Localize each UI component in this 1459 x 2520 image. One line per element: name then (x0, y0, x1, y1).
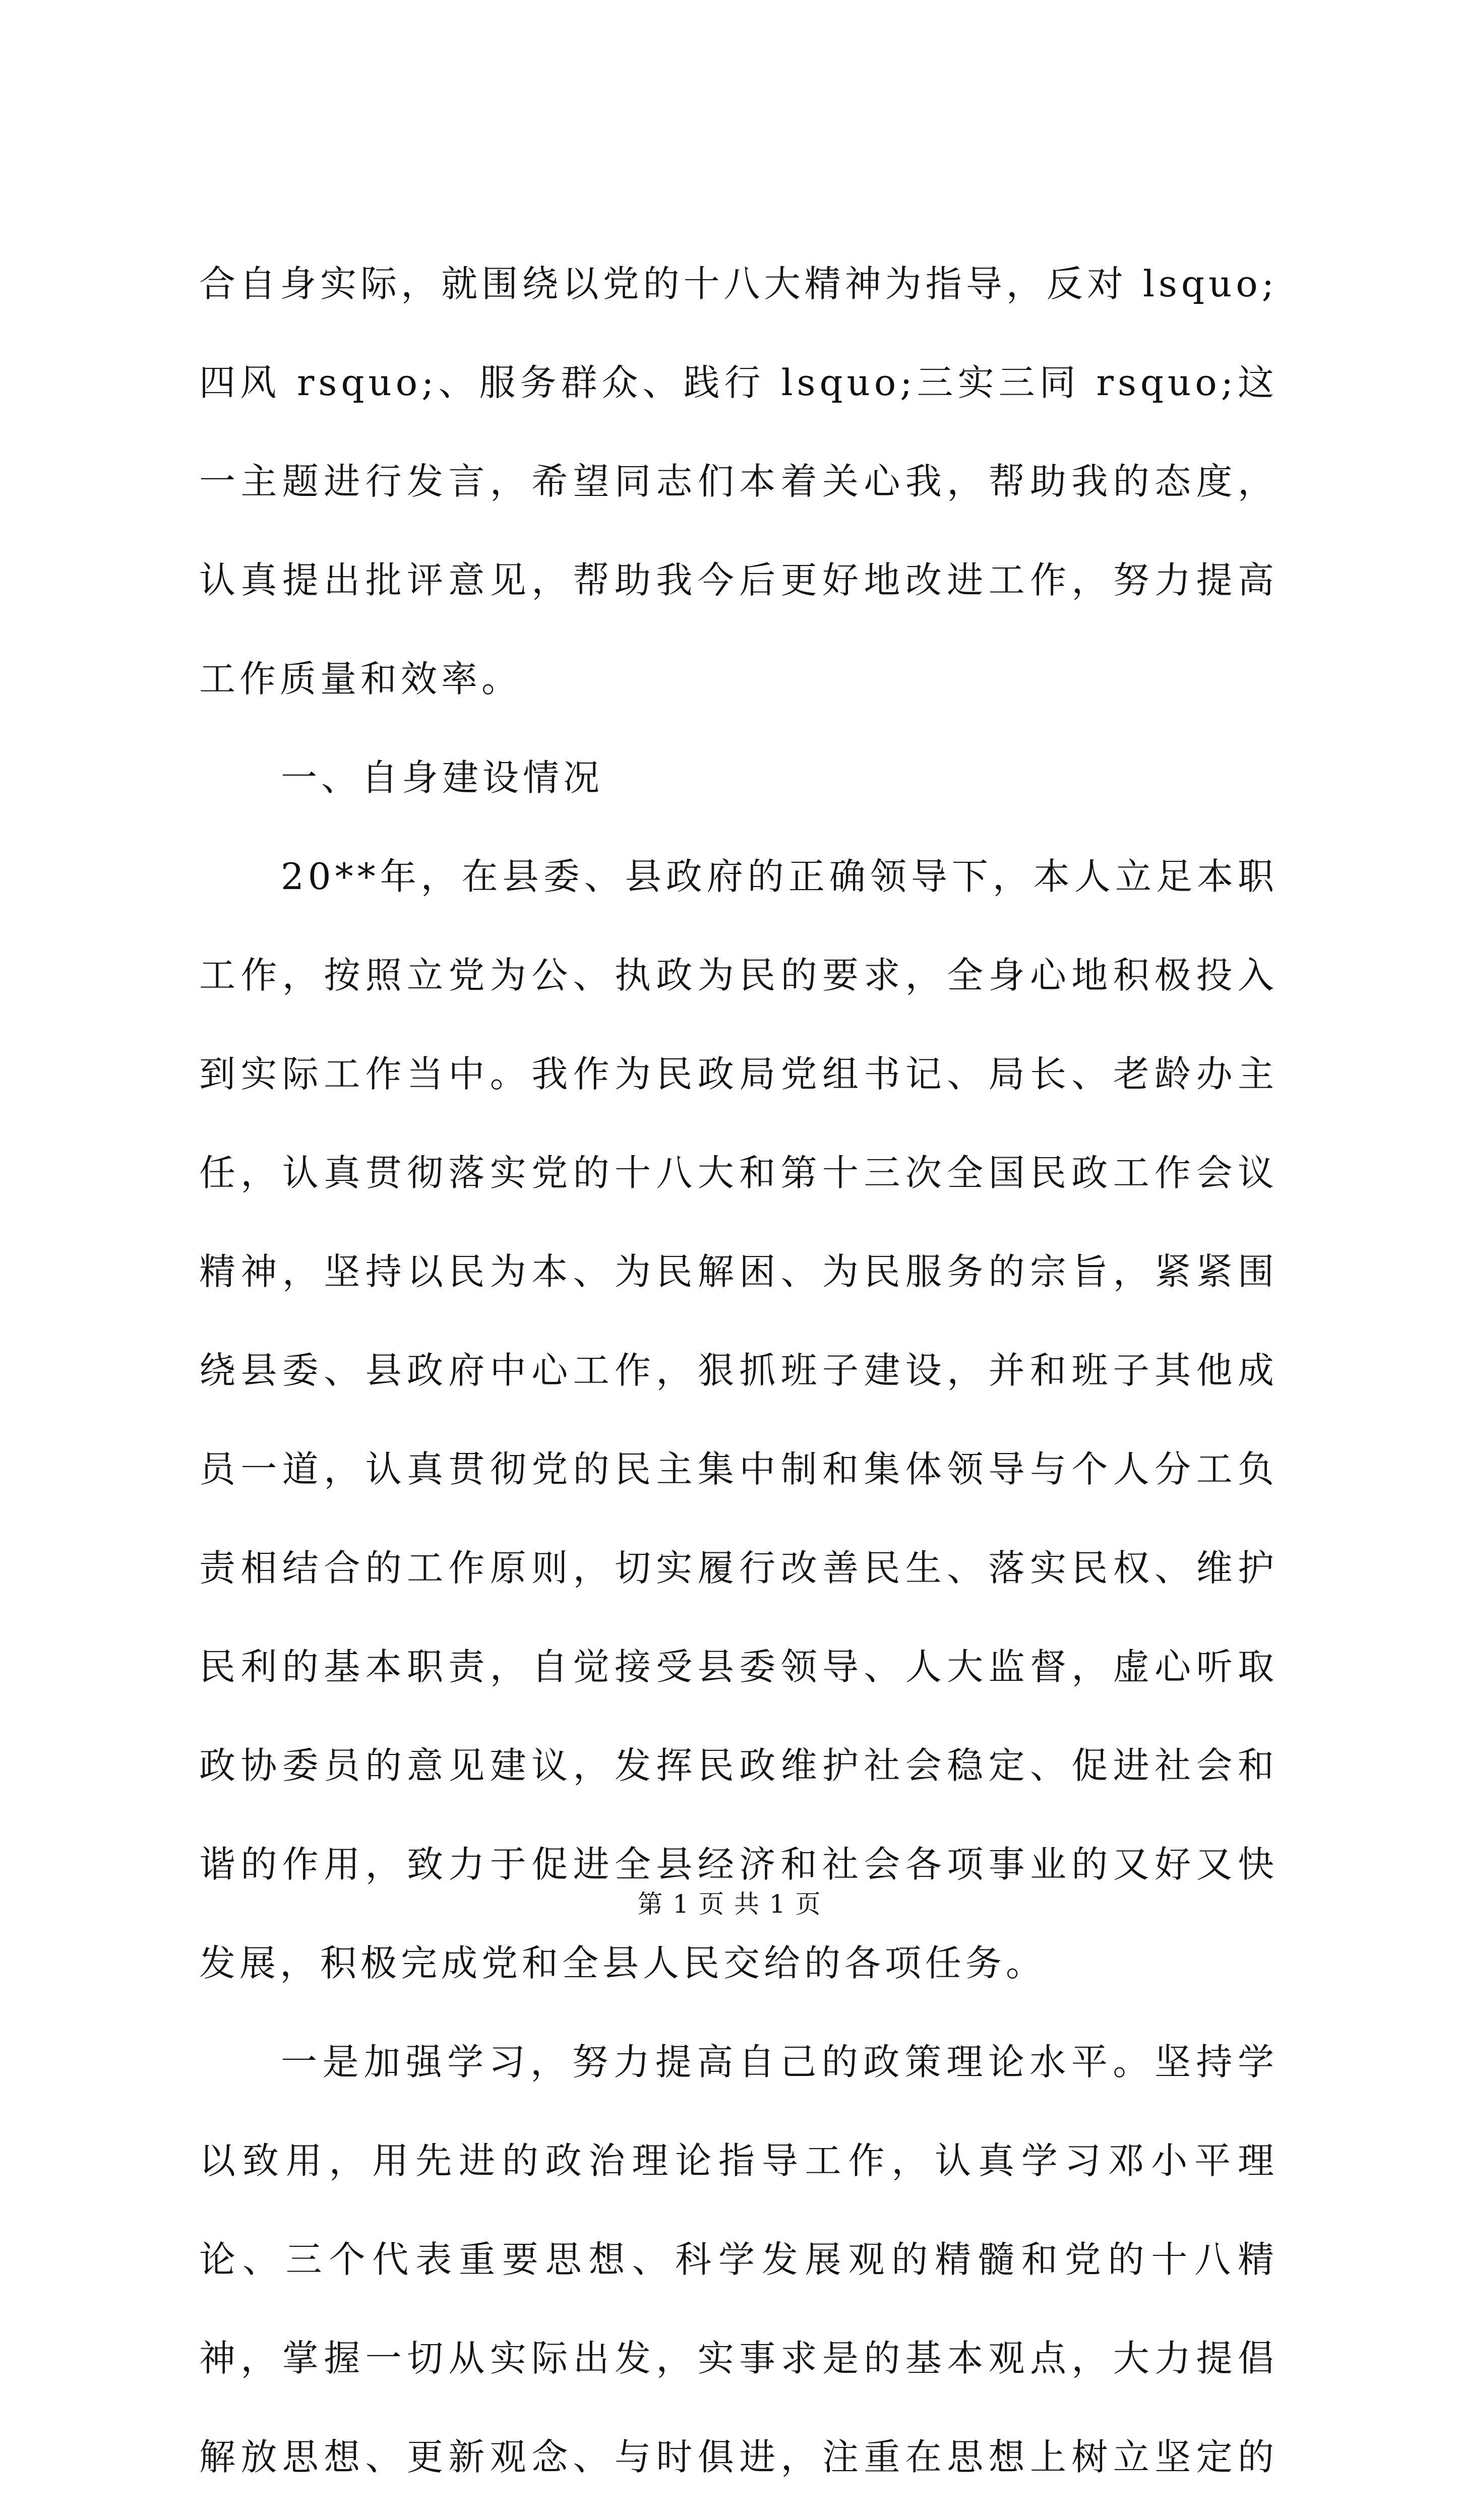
page-footer (0, 1884, 1459, 1920)
paragraph-study: 一是加强学习，努力提高自己的政策理论水平。坚持学以致用，用先进的政治理论指导工作，认真学习邓小平理论、三个代表重要思想、科学发展观的精髓和党的十八精神，掌握一切从实际出发，实事求是的基本观点，大力提倡解放思想、更新观念、与时俱进，注重在思想上树立坚定的 (199, 2041, 1278, 2478)
paragraph-overview: 20**年，在县委、县政府的正确领导下，本人立足本职工作，按照立党为公、执政为民的要求，全身心地积极投入到实际工作当中。我作为民政局党组书记、局长、老龄办主任，认真贯彻落实党的十八大和第十三次全国民政工作会议精神，坚持以民为本、为民解困、为民服务的宗旨，紧紧围绕县委、县政府中心工作，狠抓班子建设，并和班子其他成员一道，认真贯彻党的民主集中制和集体领导与个人分工负责相结合的工作原则，切实履行改善民生、落实民权、维护民利的基本职责，自觉接受县委领导、人大监督，虚心听取政协委员的意见建议，发挥民政维护社会稳定、促进社会和谐的作用，致力于促进全县经济和社会各项事业的又好又快发展，积极完成党和全县人民交给的各项任务。 (199, 855, 1278, 1984)
page-number-label: 第 1 页 共 1 页 (637, 1889, 822, 1919)
document-body (199, 234, 1278, 2520)
section-heading: 一、自身建设情况 (281, 757, 604, 799)
paragraph-continuation: 合自身实际，就围绕以党的十八大精神为指导，反对 lsquo;四风 rsquo;、服务群众、践行 lsquo;三实三同 rsquo;这一主题进行发言，希望同志们本着关心我，帮助我的态度，认真提出批评意见，帮助我今后更好地改进工作，努力提高工作质量和效率。 (199, 263, 1278, 700)
